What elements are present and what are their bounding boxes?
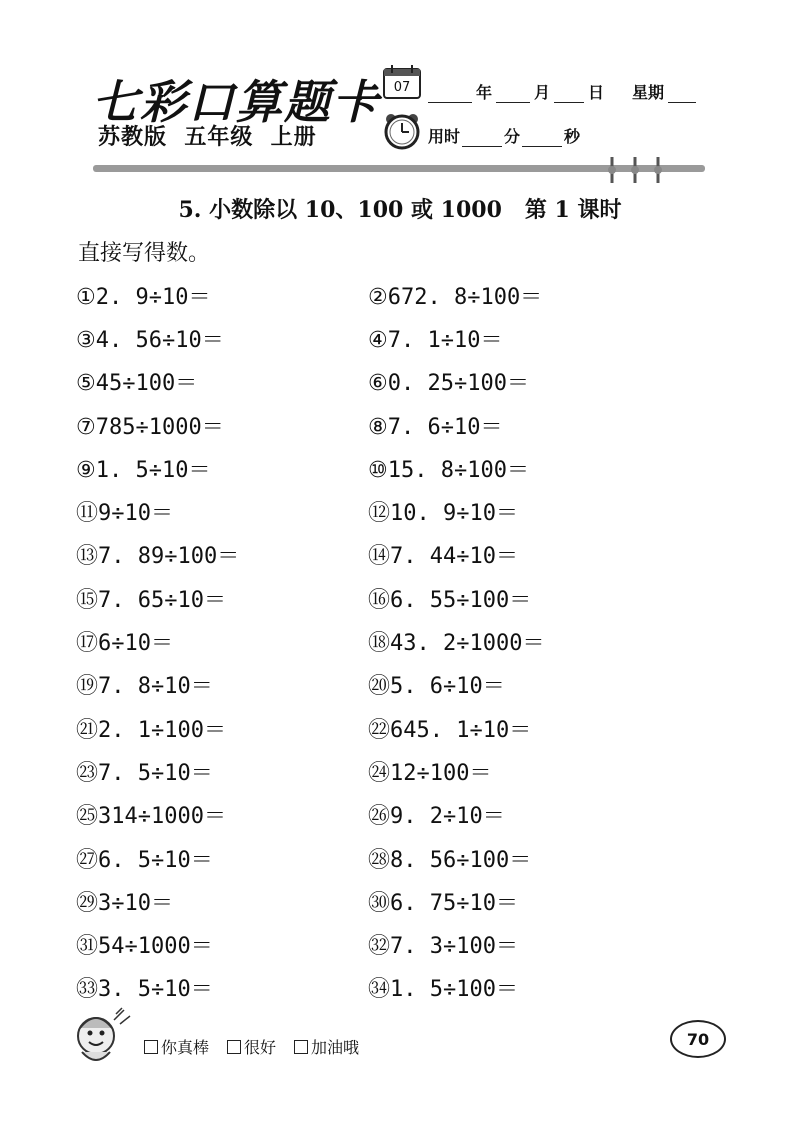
problem-number: ⑧ — [368, 414, 388, 440]
problem-item — [76, 579, 368, 622]
problem-item — [368, 666, 636, 709]
binder-rings-icon — [604, 155, 674, 189]
problem-number: ⑲ — [76, 674, 99, 700]
seconds-blank[interactable] — [522, 128, 562, 147]
problem-item — [76, 363, 368, 406]
problem-number: ㉜ — [368, 934, 391, 960]
problem-item — [368, 536, 636, 579]
problem-number: ㉗ — [76, 847, 99, 873]
problem-expression: 3. 5÷10＝ — [98, 977, 213, 1003]
time-fields — [428, 124, 580, 147]
month-blank[interactable] — [496, 84, 530, 103]
problem-item — [368, 752, 636, 795]
problem-expression: 7. 89÷100＝ — [98, 544, 240, 570]
problem-number: ③ — [76, 327, 96, 353]
minutes-label: 分 — [504, 127, 521, 146]
problem-item — [76, 492, 368, 535]
problem-expression: 0. 25÷100＝ — [387, 371, 529, 397]
problem-item — [368, 406, 636, 449]
problem-number: ⑨ — [76, 457, 96, 483]
problem-number: ① — [76, 284, 96, 310]
rating-keep-going[interactable] — [294, 1035, 359, 1058]
seconds-label: 秒 — [564, 127, 581, 146]
problem-expression: 7. 5÷10＝ — [98, 760, 213, 786]
date-fields — [428, 80, 696, 103]
problem-number: ⑦ — [76, 414, 96, 440]
problem-item — [76, 406, 368, 449]
problem-number: ㉘ — [368, 847, 391, 873]
rating-great[interactable] — [144, 1035, 209, 1058]
problem-number: ⑰ — [76, 631, 99, 657]
problem-expression: 6. 75÷10＝ — [390, 890, 518, 916]
problem-item — [76, 796, 368, 839]
weekday-blank[interactable] — [668, 84, 696, 103]
problem-expression: 1. 5÷100＝ — [390, 977, 518, 1003]
problem-item — [368, 709, 636, 752]
problem-list — [76, 276, 636, 1012]
problem-number: ② — [368, 284, 388, 310]
problem-expression: 7. 44÷10＝ — [390, 544, 518, 570]
problem-expression: 1. 5÷10＝ — [95, 457, 211, 483]
problem-expression: 5. 6÷10＝ — [390, 674, 505, 700]
problem-item — [76, 709, 368, 752]
problem-item — [368, 622, 636, 665]
instruction-text: 直接写得数。 — [78, 241, 211, 266]
minutes-blank[interactable] — [462, 128, 502, 147]
problem-expression: 672. 8÷100＝ — [387, 284, 543, 310]
cartoon-child-icon — [66, 1006, 138, 1074]
problem-item — [76, 622, 368, 665]
alarm-clock-icon — [382, 111, 422, 155]
problem-number: ㉞ — [368, 977, 391, 1003]
problem-expression: 12÷100＝ — [390, 760, 492, 786]
problem-number: ㉖ — [368, 804, 391, 830]
calendar-day: 07 — [393, 80, 411, 95]
problem-expression: 645. 1÷10＝ — [390, 717, 532, 743]
problem-expression: 4. 56÷10＝ — [95, 327, 224, 353]
problem-expression: 8. 56÷100＝ — [390, 847, 532, 873]
problem-number: ㉑ — [76, 717, 99, 743]
problem-expression: 6÷10＝ — [98, 631, 173, 657]
problem-expression: 2. 9÷10＝ — [95, 284, 211, 310]
problem-number: ⑱ — [368, 631, 391, 657]
month-label: 月 — [534, 83, 551, 102]
problem-item — [76, 752, 368, 795]
edition-label: 苏教版 五年级 上册 — [98, 125, 317, 150]
problem-expression: 2. 1÷100＝ — [98, 717, 226, 743]
problem-item — [76, 276, 368, 319]
problem-expression: 314÷1000＝ — [98, 804, 226, 830]
problem-number: ⑤ — [76, 371, 96, 397]
problem-expression: 10. 9÷10＝ — [390, 501, 518, 527]
rating-good[interactable] — [227, 1035, 276, 1058]
problem-number: ⑩ — [368, 457, 388, 483]
problem-item — [368, 363, 636, 406]
problem-number: ㉕ — [76, 804, 99, 830]
problem-item — [368, 925, 636, 968]
rating-label: 加油哦 — [311, 1038, 360, 1057]
problem-expression: 54÷1000＝ — [98, 934, 213, 960]
rating-label: 你真棒 — [161, 1038, 210, 1057]
problem-expression: 7. 8÷10＝ — [98, 674, 213, 700]
time-used-label: 用时 — [428, 127, 461, 146]
problem-item — [368, 276, 636, 319]
weekday-label: 星期 — [632, 83, 665, 102]
lesson-title: 5. 小数除以 10、100 或 1000 第 1 课时 — [178, 197, 622, 223]
year-blank[interactable] — [428, 84, 472, 103]
checkbox[interactable] — [294, 1040, 308, 1054]
problem-number: ㉙ — [76, 890, 99, 916]
problem-number: ㉔ — [368, 760, 391, 786]
problem-item — [368, 579, 636, 622]
problem-number: ⑮ — [76, 587, 99, 613]
problem-number: ⑬ — [76, 544, 99, 570]
problem-number: ⑥ — [368, 371, 388, 397]
problem-item — [76, 882, 368, 925]
problem-item — [368, 969, 636, 1012]
problem-expression: 785÷1000＝ — [95, 414, 224, 440]
problem-expression: 7. 1÷10＝ — [387, 327, 503, 353]
problem-number: ⑪ — [76, 501, 99, 527]
self-rating — [144, 1035, 359, 1058]
problem-number: ㉚ — [368, 890, 391, 916]
problem-expression: 6. 5÷10＝ — [98, 847, 213, 873]
problem-number: ㉝ — [76, 977, 99, 1003]
calendar-icon — [382, 64, 422, 104]
problem-number: ⑯ — [368, 587, 391, 613]
checkbox[interactable] — [144, 1040, 158, 1054]
problem-item — [368, 796, 636, 839]
problem-number: ④ — [368, 327, 388, 353]
problem-item — [76, 925, 368, 968]
rating-label: 很好 — [244, 1038, 277, 1057]
problem-item — [76, 536, 368, 579]
problem-expression: 43. 2÷1000＝ — [390, 631, 545, 657]
problem-number: ⑳ — [368, 674, 391, 700]
problem-item — [76, 666, 368, 709]
problem-number: ㉛ — [76, 934, 99, 960]
problem-item — [368, 882, 636, 925]
problem-item — [76, 449, 368, 492]
problem-expression: 9. 2÷10＝ — [390, 804, 505, 830]
day-label: 日 — [588, 83, 605, 102]
problem-expression: 7. 6÷10＝ — [387, 414, 503, 440]
problem-item — [76, 319, 368, 362]
problem-number: ⑭ — [368, 544, 391, 570]
problem-expression: 7. 65÷10＝ — [98, 587, 226, 613]
problem-item — [368, 449, 636, 492]
problem-expression: 7. 3÷100＝ — [390, 934, 518, 960]
problem-number: ㉒ — [368, 717, 391, 743]
problem-item — [368, 492, 636, 535]
problem-item — [76, 839, 368, 882]
checkbox[interactable] — [227, 1040, 241, 1054]
problem-expression: 45÷100＝ — [95, 371, 198, 397]
problem-item — [368, 319, 636, 362]
brand-title: 七彩口算题卡 — [92, 75, 380, 129]
problem-number: ㉓ — [76, 760, 99, 786]
problem-expression: 6. 55÷100＝ — [390, 587, 532, 613]
year-label: 年 — [476, 83, 493, 102]
problem-expression: 15. 8÷100＝ — [387, 457, 529, 483]
problem-item — [368, 839, 636, 882]
problem-expression: 3÷10＝ — [98, 890, 173, 916]
problem-expression: 9÷10＝ — [98, 501, 173, 527]
page-number: 70 — [670, 1020, 726, 1058]
day-blank[interactable] — [554, 84, 584, 103]
problem-number: ⑫ — [368, 501, 391, 527]
